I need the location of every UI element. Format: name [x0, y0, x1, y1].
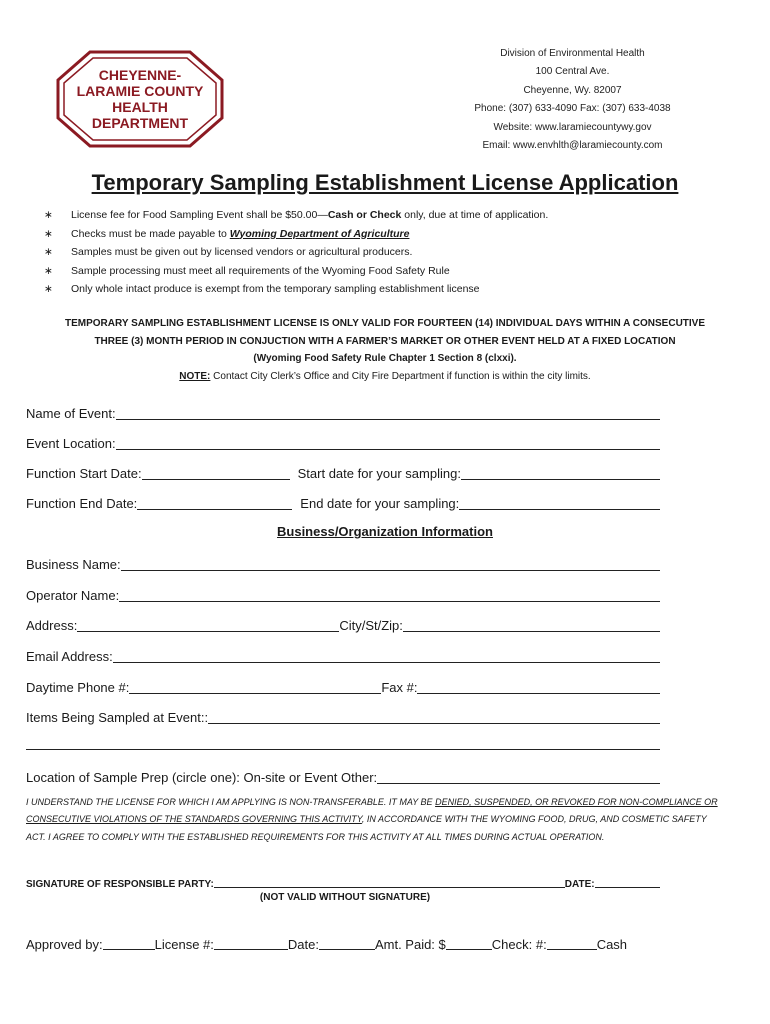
logo-line-1: CHEYENNE-: [98, 67, 182, 83]
notice-line-1: TEMPORARY SAMPLING ESTABLISHMENT LICENSE IS ONLY VALID FOR FOURTEEN (14) INDIVIDUAL DAYS WITHIN A CONSECUTIVE: [64, 318, 706, 329]
health-department-logo: [56, 50, 224, 148]
vendor-requirement: Samples must be given out by licensed vendors or agricultural producers.: [71, 246, 413, 258]
location-prep-row: [26, 766, 660, 786]
logo-line-2: LARAMIE COUNTY: [76, 83, 204, 99]
email-row: [26, 645, 660, 665]
note-label: NOTE:: [179, 370, 211, 382]
event-location-field[interactable]: [116, 434, 660, 450]
location-prep-other-field[interactable]: [377, 768, 660, 784]
license-number-field[interactable]: [214, 934, 288, 950]
address-field[interactable]: [77, 616, 339, 632]
approved-by-label: Approved by:: [26, 937, 103, 952]
asterisk-bullet-icon: ∗: [44, 246, 53, 258]
contact-phone-fax: Phone: (307) 633-4090 Fax: (307) 633-4038: [474, 103, 671, 115]
business-name-label: Business Name:: [26, 557, 121, 572]
asterisk-bullet-icon: ∗: [44, 283, 53, 295]
contact-block: [455, 45, 690, 155]
items-row: [26, 706, 660, 726]
agreement-line-1: I UNDERSTAND THE LICENSE FOR WHICH I AM APPLYING IS NON-TRANSFERABLE. IT MAY BE DENIED, SUSPENDED, OR REVOKED FOR NON-COMPLIANCE OR: [26, 797, 718, 807]
payable-text: Checks must be made payable to: [71, 227, 230, 240]
items-label: Items Being Sampled at Event::: [26, 710, 209, 725]
email-field[interactable]: [113, 647, 660, 663]
list-item: [44, 206, 744, 225]
event-location-row: [26, 432, 660, 452]
end-date-field[interactable]: [137, 494, 292, 510]
phone-row: [26, 676, 660, 696]
address-label: Address:: [26, 618, 78, 633]
approved-by-field[interactable]: [103, 934, 155, 950]
check-number-field[interactable]: [547, 934, 597, 950]
start-date-row: [26, 462, 660, 482]
operator-name-row: [26, 584, 660, 604]
approval-date-field[interactable]: [319, 934, 375, 950]
business-name-row: [26, 553, 660, 573]
location-prep-label: Location of Sample Prep (circle one): On-site or Event Other:: [26, 770, 378, 785]
requirements-list: [44, 206, 744, 299]
list-item: [44, 243, 744, 262]
business-section-title: Business/Organization Information: [277, 524, 493, 539]
agreement-line-2: CONSECUTIVE VIOLATIONS OF THE STANDARDS GOVERNING THIS ACTIVITY, IN ACCORDANCE WITH THE WYOMING FOOD, DRUG, AND COSMETIC SAFETY: [26, 814, 707, 825]
start-sampling-label: Start date for your sampling:: [297, 466, 461, 481]
logo-line-4: DEPARTMENT: [91, 115, 189, 131]
start-date-field[interactable]: [142, 464, 290, 480]
city-st-zip-label: City/St/Zip:: [339, 618, 403, 633]
processing-requirement: Sample processing must meet all requirements of the Wyoming Food Safety Rule: [71, 264, 450, 277]
signature-date-label: DATE:: [564, 879, 595, 890]
license-number-label: License #:: [154, 937, 214, 952]
end-sampling-field[interactable]: [459, 494, 660, 510]
end-date-label: Function End Date:: [26, 496, 138, 511]
list-item: [44, 262, 744, 281]
city-st-zip-field[interactable]: [403, 616, 660, 632]
validity-notice: [20, 315, 750, 385]
notice-line-3: (Wyoming Food Safety Rule Chapter 1 Section 8 (clxxi).: [253, 353, 517, 364]
fax-label: Fax #:: [381, 680, 418, 695]
fee-due-text: only, due at time of application.: [401, 209, 549, 221]
asterisk-bullet-icon: ∗: [44, 227, 53, 240]
approval-date-label: Date:: [287, 937, 319, 952]
signature-row: [26, 872, 660, 890]
agreement-line-3: ACT. I AGREE TO COMPLY WITH THE ESTABLISHED REQUIREMENTS FOR THIS ACTIVITY AT ALL TIMES DURING ACTUAL OPERATION.: [26, 831, 605, 842]
email-label: Email Address:: [26, 649, 113, 664]
event-name-row: [26, 402, 660, 422]
fax-field[interactable]: [417, 678, 660, 694]
notice-line-2: THREE (3) MONTH PERIOD IN CONJUCTION WITH A FARMER’S MARKET OR OTHER EVENT HELD AT A FIXED LOCATION: [94, 335, 676, 347]
items-field[interactable]: [208, 708, 660, 724]
payee-name: Wyoming Department of Agriculture: [229, 227, 410, 240]
event-location-label: Event Location:: [26, 436, 116, 451]
signature-label: SIGNATURE OF RESPONSIBLE PARTY:: [26, 879, 214, 890]
event-name-field[interactable]: [116, 404, 660, 420]
check-number-label: Check: #:: [491, 937, 547, 952]
signature-note: (NOT VALID WITHOUT SIGNATURE): [259, 892, 431, 903]
operator-name-field[interactable]: [119, 586, 660, 602]
operator-name-label: Operator Name:: [26, 588, 120, 603]
cash-label: Cash: [596, 937, 628, 952]
contact-division: Division of Environmental Health: [500, 48, 645, 59]
business-name-field[interactable]: [121, 555, 660, 571]
daytime-phone-field[interactable]: [129, 678, 381, 694]
note-text: Contact City Clerk’s Office and City Fire Department if function is within the city limits.: [210, 370, 591, 382]
amount-paid-label: Amt. Paid: $: [374, 937, 446, 952]
asterisk-bullet-icon: ∗: [44, 209, 53, 221]
daytime-phone-label: Daytime Phone #:: [26, 680, 130, 695]
start-date-label: Function Start Date:: [26, 466, 142, 481]
produce-exemption: Only whole intact produce is exempt from the temporary sampling establishment license: [71, 283, 480, 295]
fee-text: License fee for Food Sampling Event shall be $50.00—: [71, 209, 328, 221]
contact-street: 100 Central Ave.: [535, 66, 610, 78]
page-title: Temporary Sampling Establishment License Application: [91, 170, 679, 195]
signature-field[interactable]: [214, 875, 565, 888]
amount-paid-field[interactable]: [446, 934, 492, 950]
approval-row: [26, 932, 666, 952]
contact-website: Website: www.laramiecountywy.gov: [493, 121, 652, 133]
event-name-label: Name of Event:: [26, 406, 116, 421]
items-field-continued[interactable]: [26, 749, 660, 750]
list-item: [44, 280, 744, 299]
logo-line-3: HEALTH: [112, 99, 168, 115]
list-item: [44, 225, 744, 244]
contact-city: Cheyenne, Wy. 82007: [523, 84, 622, 96]
asterisk-bullet-icon: ∗: [44, 264, 53, 277]
logo-text: [56, 67, 224, 131]
contact-email: Email: www.envhlth@laramiecounty.com: [482, 140, 663, 152]
start-sampling-field[interactable]: [461, 464, 660, 480]
payment-method: Cash or Check: [327, 209, 402, 221]
license-agreement: [26, 794, 751, 846]
signature-date-field[interactable]: [595, 875, 660, 888]
address-row: [26, 614, 660, 634]
end-date-row: [26, 492, 660, 512]
end-sampling-label: End date for your sampling:: [300, 496, 460, 511]
notice-note: [20, 368, 750, 386]
